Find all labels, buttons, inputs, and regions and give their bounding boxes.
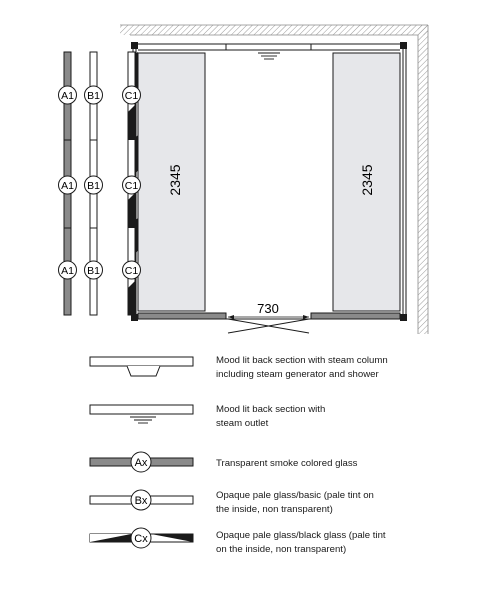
elevation-tag-a: A1	[61, 90, 74, 102]
elevation-tag-a: A1	[61, 265, 74, 277]
corner-post	[400, 42, 407, 49]
elevation-tag-c: C1	[124, 180, 139, 192]
elevation-c-strip	[123, 52, 141, 315]
legend-label: steam outlet	[216, 418, 269, 429]
legend-label: Transparent smoke colored glass	[216, 458, 358, 469]
elevation-tag-b: B1	[87, 265, 100, 277]
legend-label: the inside, non transparent)	[216, 504, 333, 515]
legend-label: Opaque pale glass/basic (pale tint on	[216, 490, 374, 501]
legend-label: on the inside, non transparent)	[216, 544, 347, 555]
legend-item-pale-glass-black	[90, 528, 386, 555]
cabin-plan	[131, 42, 407, 333]
legend	[90, 355, 388, 555]
legend-symbol-steam-column	[90, 357, 193, 366]
elevation-tag-b: B1	[87, 180, 100, 192]
elevation-tag-c: C1	[124, 90, 139, 102]
elevation-tag-c: C1	[124, 265, 139, 277]
legend-symbol-steam-outlet	[90, 405, 193, 414]
legend-label: including steam generator and shower	[216, 369, 379, 380]
legend-item-steam-outlet	[90, 404, 325, 429]
elevation-tag-a: A1	[61, 180, 74, 192]
corner-post	[400, 314, 407, 321]
legend-label: Opaque pale glass/black glass (pale tint	[216, 530, 386, 541]
legend-symbol-tag: Cx	[134, 533, 148, 545]
legend-item-steam-column	[90, 355, 388, 380]
legend-label: Mood lit back section with steam column	[216, 355, 388, 366]
legend-symbol-tag: Ax	[134, 457, 148, 469]
legend-symbol-tag: Bx	[134, 495, 148, 507]
elevation-a-strip	[59, 52, 77, 315]
elevation-b-strip	[85, 52, 103, 315]
left-depth-dimension: 2345	[167, 164, 183, 196]
right-depth-dimension: 2345	[359, 164, 375, 196]
front-smoke-glass-left	[138, 313, 226, 319]
front-smoke-glass-right	[311, 313, 400, 319]
legend-item-smoke-glass	[90, 452, 358, 472]
door-width-dimension: 730	[257, 301, 279, 316]
legend-item-pale-glass-basic	[90, 490, 374, 515]
legend-label: Mood lit back section with	[216, 404, 326, 415]
corner-post	[131, 42, 138, 49]
elevation-tag-b: B1	[87, 90, 100, 102]
